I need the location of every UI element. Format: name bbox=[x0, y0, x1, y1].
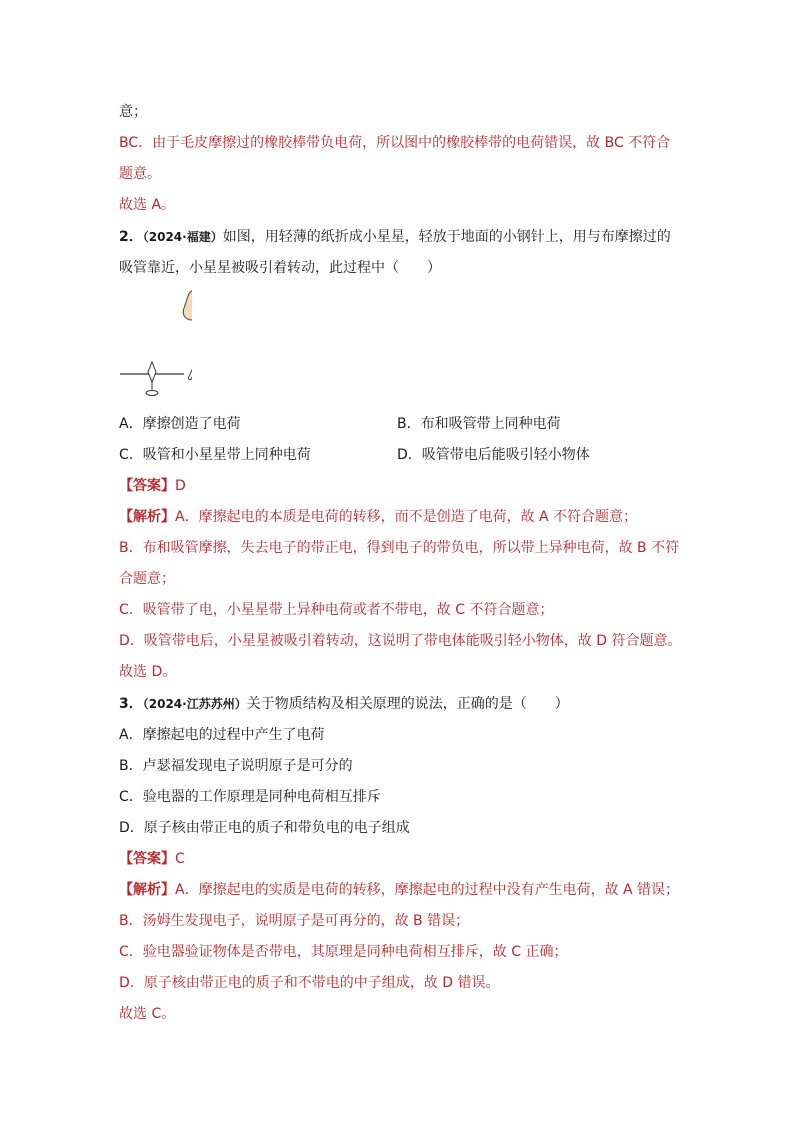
q2-analysis-a-text: A．摩擦起电的本质是电荷的转移，而不是创造了电荷，故 A 不符合题意； bbox=[175, 509, 638, 525]
q3-stem bbox=[119, 695, 569, 713]
q2-figure bbox=[118, 288, 192, 396]
q1-analysis-bc: BC．由于毛皮摩擦过的橡胶棒带负电荷，所以图中的橡胶棒带的电荷错误，故 BC 不符合 bbox=[119, 135, 671, 151]
q3-answer bbox=[119, 850, 185, 868]
q3-answer-tag: 【答案】 bbox=[119, 851, 175, 867]
q3-option-a: A．摩擦起电的过程中产生了电荷 bbox=[119, 727, 325, 743]
q2-number: 2． bbox=[119, 229, 143, 245]
q2-option-a: A．摩擦创造了电荷 bbox=[119, 416, 241, 432]
q2-stem-line-2: 吸管靠近，小星星被吸引着转动，此过程中（ ） bbox=[119, 260, 441, 276]
q2-answer-value: D bbox=[175, 478, 186, 494]
q2-stem-line-1 bbox=[119, 228, 671, 246]
q3-analysis-a-text: A．摩擦起电的实质是电荷的转移，摩擦起电的过程中没有产生电荷，故 A 错误； bbox=[175, 882, 680, 898]
q2-analysis-b: B．布和吸管摩擦，失去电子的带正电，得到电子的带负电，所以带上异种电荷，故 B 不符 bbox=[119, 540, 680, 556]
q2-option-b: B．布和吸管带上同种电荷 bbox=[397, 416, 561, 432]
q2-analysis-a bbox=[119, 508, 637, 526]
q3-number: 3． bbox=[119, 696, 143, 712]
q2-analysis-b-cont: 合题意； bbox=[119, 571, 175, 587]
q3-source: （2024·江苏苏州） bbox=[142, 697, 247, 711]
q2-option-c: C．吸管和小星星带上同种电荷 bbox=[119, 447, 311, 463]
q3-conclusion: 故选 C。 bbox=[119, 1006, 176, 1022]
q2-option-d: D．吸管带电后能吸引轻小物体 bbox=[397, 447, 590, 463]
q2-answer bbox=[119, 477, 186, 495]
q2-stem-text: 如图，用轻薄的纸折成小星星，轻放于地面的小钢针上，用与布摩擦过的 bbox=[222, 229, 671, 245]
q2-answer-tag: 【答案】 bbox=[119, 478, 175, 494]
q2-analysis-d: D．吸管带电后，小星星被吸引着转动，这说明了带电体能吸引轻小物体，故 D 符合题意。 bbox=[119, 633, 682, 649]
q1-conclusion: 故选 A。 bbox=[119, 197, 176, 213]
q2-conclusion: 故选 D。 bbox=[119, 664, 177, 680]
q3-analysis-c: C．验电器验证物体是否带电，其原理是同种电荷相互排斥，故 C 正确； bbox=[119, 944, 568, 960]
q3-analysis-tag: 【解析】 bbox=[119, 882, 175, 898]
q1-analysis-tail: 意； bbox=[119, 104, 147, 120]
hand-straw-star-icon bbox=[118, 288, 192, 396]
q2-analysis-c: C．吸管带了电，小星星带上异种电荷或者不带电，故 C 不符合题意； bbox=[119, 602, 554, 618]
q3-option-b: B．卢瑟福发现电子说明原子是可分的 bbox=[119, 758, 353, 774]
q3-option-c: C．验电器的工作原理是同种电荷相互排斥 bbox=[119, 789, 381, 805]
q3-stem-text: 关于物质结构及相关原理的说法，正确的是（ ） bbox=[246, 696, 569, 712]
q3-analysis-b: B．汤姆生发现电子，说明原子是可再分的，故 B 错误； bbox=[119, 913, 470, 929]
q2-analysis-tag: 【解析】 bbox=[119, 509, 175, 525]
q3-option-d: D．原子核由带正电的质子和带负电的电子组成 bbox=[119, 820, 410, 836]
q3-analysis-d: D．原子核由带正电的质子和不带电的中子组成，故 D 错误。 bbox=[119, 975, 500, 991]
q1-analysis-bc-cont: 题意。 bbox=[119, 166, 161, 182]
q3-analysis-a bbox=[119, 881, 679, 899]
q3-answer-value: C bbox=[175, 851, 185, 867]
q2-source: （2024·福建） bbox=[142, 230, 223, 244]
